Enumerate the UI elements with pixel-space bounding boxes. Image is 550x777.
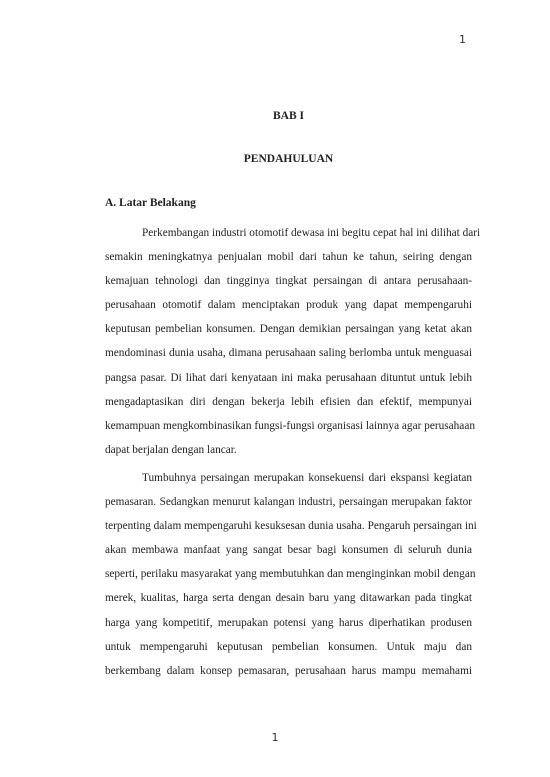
text-line: akan membawa manfaat yang sangat besar bagi konsumen di seluruh dunia bbox=[105, 544, 472, 557]
text-line: harga yang kompetitif, merupakan potensi yang harus diperhatikan produsen bbox=[105, 616, 472, 629]
text-line: keputusan pembelian konsumen. Dengan demikian persaingan yang ketat akan bbox=[105, 323, 472, 336]
text-line: dapat berjalan dengan lancar. bbox=[105, 443, 237, 456]
text-line: kemampuan mengkombinasikan fungsi-fungsi organisasi lainnya agar perusahaan bbox=[105, 419, 475, 432]
chapter-heading: BAB I bbox=[273, 110, 304, 122]
text-line: perusahaan otomotif dalam menciptakan produk yang dapat mempengaruhi bbox=[105, 299, 472, 312]
section-heading: A. Latar Belakang bbox=[105, 197, 196, 209]
text-line: pemasaran. Sedangkan menurut kalangan industri, persaingan merupakan faktor bbox=[105, 496, 472, 509]
text-line: merek, kualitas, harga serta dengan desain baru yang ditawarkan pada tingkat bbox=[105, 592, 472, 605]
header-page-number: 1 bbox=[459, 33, 466, 46]
paragraph-2 bbox=[105, 466, 477, 683]
text-line: Tumbuhnya persaingan merupakan konsekuensi dari ekspansi kegiatan bbox=[142, 471, 472, 484]
text-line: terpenting dalam mempengaruhi kesuksesan dunia usaha. Pengaruh persaingan ini bbox=[105, 520, 477, 533]
paragraph-1 bbox=[105, 221, 481, 462]
text-line: Perkembangan industri otomotif dewasa ini begitu cepat hal ini dilihat dari bbox=[142, 227, 481, 239]
document-body bbox=[105, 106, 481, 683]
text-line: seperti, perilaku masyarakat yang membutuhkan dan menginginkan mobil dengan bbox=[105, 568, 476, 581]
chapter-title: PENDAHULUAN bbox=[243, 153, 334, 165]
text-line: mendominasi dunia usaha, dimana perusahaan saling berlomba untuk menguasai bbox=[105, 347, 472, 360]
text-line: pangsa pasar. Di lihat dari kenyataan ini maka perusahaan dituntut untuk lebih bbox=[105, 371, 472, 384]
footer-page-number: 1 bbox=[271, 731, 279, 744]
text-line: berkembang dalam konsep pemasaran, perusahaan harus mampu memahami bbox=[105, 664, 472, 677]
text-line: mengadaptasikan diri dengan bekerja lebih efisien dan efektif, mempunyai bbox=[105, 395, 472, 408]
text-line: kemajuan tehnologi dan tingginya tingkat persaingan di antara perusahaan- bbox=[105, 275, 472, 288]
text-line: semakin meningkatnya penjualan mobil dari tahun ke tahun, seiring dengan bbox=[105, 251, 472, 264]
text-line: untuk mempengaruhi keputusan pembelian konsumen. Untuk maju dan bbox=[105, 640, 472, 653]
